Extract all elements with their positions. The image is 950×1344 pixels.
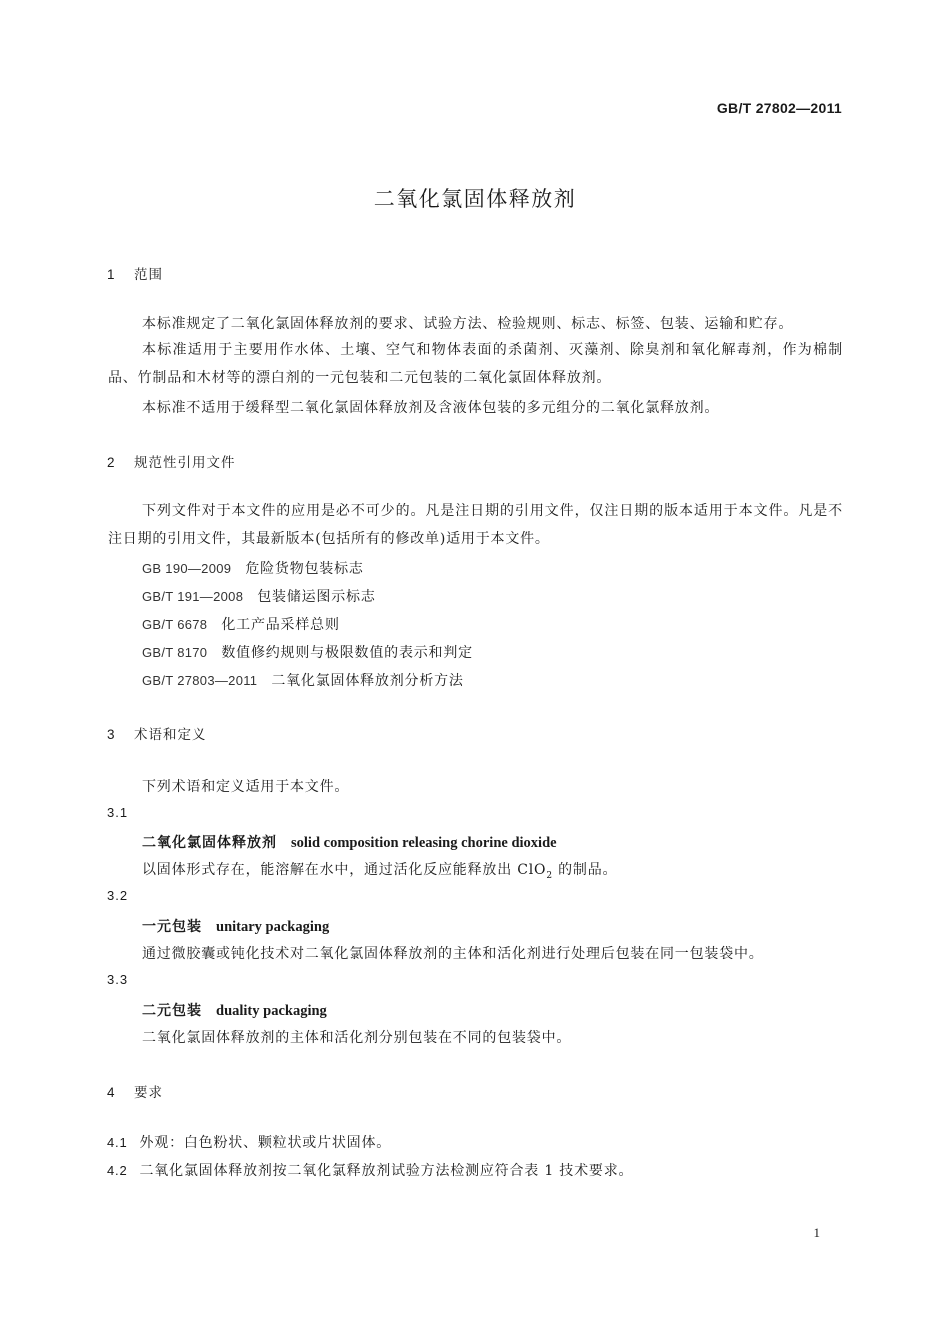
section-title: 规范性引用文件 (134, 455, 236, 471)
term-chinese: 一元包装 (142, 919, 202, 935)
reference-code: GB/T 191—2008 (142, 589, 244, 604)
section-heading-terms (107, 723, 207, 743)
term-number: 3.1 (107, 805, 129, 820)
reference-item (142, 642, 473, 662)
term-chinese: 二氧化氯固体释放剂 (142, 835, 277, 851)
section-heading-scope (107, 263, 163, 283)
reference-item (142, 586, 376, 606)
requirement-text: 二氧化氯固体释放剂按二氧化氯释放剂试验方法检测应符合表 1 技术要求。 (139, 1163, 634, 1179)
reference-title: 危险货物包装标志 (245, 561, 364, 577)
scope-paragraph-1: 本标准规定了二氧化氯固体释放剂的要求、试验方法、检验规则、标志、标签、包装、运输和贮存。 (142, 316, 794, 332)
scope-paragraph-3: 本标准不适用于缓释型二氧化氯固体释放剂及含液体包装的多元组分的二氧化氯释放剂。 (142, 400, 720, 416)
section-number: 3 (107, 727, 116, 742)
section-number: 2 (107, 455, 116, 470)
normative-intro: 下列文件对于本文件的应用是必不可少的。凡是注日期的引用文件，仅注日期的版本适用于本文件。凡是不注日期的引用文件，其最新版本(包括所有的修改单)适用于本文件。 (108, 503, 843, 547)
reference-code: GB 190—2009 (142, 561, 232, 576)
definition-text: 的制品。 (552, 862, 618, 878)
document-title: 二氧化氯固体释放剂 (373, 187, 577, 211)
reference-title: 包装储运图示标志 (257, 589, 376, 605)
section-number: 4 (107, 1085, 116, 1100)
requirement-number: 4.2 (107, 1163, 128, 1178)
reference-title: 数值修约规则与极限数值的表示和判定 (221, 645, 473, 661)
section-title: 范围 (134, 267, 163, 283)
requirement-item (107, 1160, 633, 1180)
reference-item (142, 670, 464, 690)
term-definition: 二氧化氯固体释放剂的主体和活化剂分别包装在不同的包装袋中。 (142, 1030, 572, 1046)
reference-item (142, 614, 340, 634)
scope-paragraph-2: 本标准适用于主要用作水体、土壤、空气和物体表面的杀菌剂、灭藻剂、除臭剂和氧化解毒剂，作为棉制品、竹制品和木材等的漂白剂的一元包装和二元包装的二氧化氯固体释放剂。 (108, 342, 843, 386)
section-heading-normative (107, 451, 236, 471)
term-english: duality packaging (216, 1003, 327, 1019)
term-number: 3.3 (107, 972, 129, 987)
section-title: 术语和定义 (134, 727, 207, 743)
section-number: 1 (107, 267, 116, 282)
term-english: unitary packaging (216, 919, 330, 935)
terms-intro: 下列术语和定义适用于本文件。 (142, 779, 350, 795)
reference-code: GB/T 27803—2011 (142, 673, 258, 688)
term-heading (142, 832, 557, 852)
section-title: 要求 (134, 1085, 163, 1101)
reference-item (142, 558, 364, 578)
term-definition (142, 859, 617, 881)
standard-code: GB/T 27802—2011 (716, 100, 842, 116)
page-number: 1 (813, 1225, 820, 1240)
reference-code: GB/T 8170 (142, 645, 208, 660)
reference-title: 化工产品采样总则 (221, 617, 340, 633)
term-chinese: 二元包装 (142, 1003, 202, 1019)
term-number: 3.2 (107, 888, 129, 903)
requirement-text: 外观：白色粉状、颗粒状或片状固体。 (139, 1135, 392, 1151)
reference-title: 二氧化氯固体释放剂分析方法 (271, 673, 464, 689)
subscript: 2 (546, 870, 553, 881)
requirement-item (107, 1132, 391, 1152)
term-definition: 通过微胶囊或钝化技术对二氧化氯固体释放剂的主体和活化剂进行处理后包装在同一包装袋中。 (142, 946, 764, 962)
term-heading (142, 916, 329, 936)
term-heading (142, 1000, 327, 1020)
definition-text: 以固体形式存在，能溶解在水中，通过活化反应能释放出 ClO (142, 862, 547, 878)
requirement-number: 4.1 (107, 1135, 128, 1150)
reference-code: GB/T 6678 (142, 617, 208, 632)
term-english: solid composition releasing chorine dioxide (291, 835, 557, 851)
section-heading-requirements (107, 1081, 163, 1101)
